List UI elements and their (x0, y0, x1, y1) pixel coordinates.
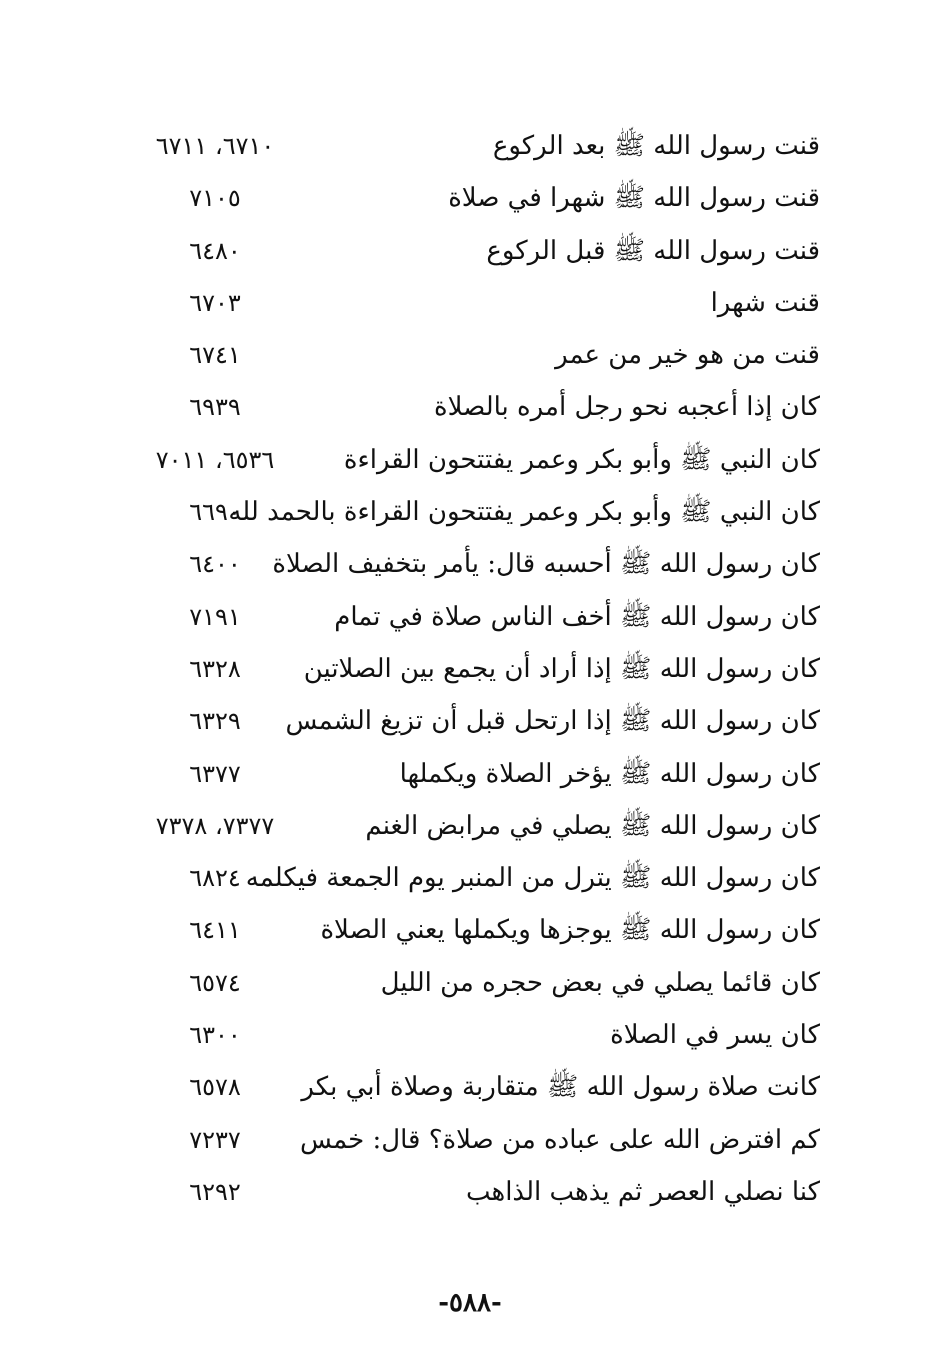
entry-text: قنت من هو خير من عمر (555, 340, 820, 371)
index-entry (0, 1063, 940, 1115)
entry-reference-numbers: ٦٥٣٦، ٧٠١١ (155, 445, 275, 474)
entry-text: كنا نصلي العصر ثم يذهب الذاهب (465, 1176, 820, 1207)
index-entry (0, 854, 940, 906)
entry-text: قنت رسول الله ﷺ شهرا في صلاة (448, 183, 820, 214)
index-entry (0, 697, 940, 749)
index-entry (0, 802, 940, 854)
index-entry (0, 593, 940, 645)
index-entry (0, 540, 940, 592)
entry-text: قنت شهرا (710, 287, 820, 318)
index-entry (0, 645, 940, 697)
entry-text: كان رسول الله ﷺ إذا ارتحل قبل أن تزيغ الشمس (285, 706, 820, 737)
entry-reference-numbers: ٦٤١١ (189, 916, 241, 945)
entry-text: كانت صلاة رسول الله ﷺ متقاربة وصلاة أبي بكر (301, 1072, 820, 1103)
entry-reference-numbers: ٧١٠٥ (189, 184, 241, 213)
index-entry (0, 906, 940, 958)
entry-text: كان رسول الله ﷺ يصلي في مرابض الغنم (365, 810, 820, 841)
entry-text: كان النبي ﷺ وأبو بكر وعمر يفتتحون القراءة (343, 444, 820, 475)
entry-reference-numbers: ٦٥٧٤ (189, 968, 241, 997)
entry-reference-numbers: ٦٣٠٠ (189, 1021, 241, 1050)
entry-text: كان رسول الله ﷺ يؤخر الصلاة ويكملها (399, 758, 820, 789)
entry-text: كان رسول الله ﷺ أخف الناس صلاة في تمام (334, 601, 820, 632)
entry-reference-numbers: ٦٥٧٨ (189, 1073, 241, 1102)
index-entry (0, 1168, 940, 1220)
entry-text: كان رسول الله ﷺ إذا أراد أن يجمع بين الصلاتين (303, 653, 820, 684)
index-entry (0, 1116, 940, 1168)
entry-reference-numbers: ٦٣٧٧ (189, 759, 241, 788)
entry-text: كان النبي ﷺ وأبو بكر وعمر يفتتحون القراءة بالحمد لله (228, 497, 820, 528)
index-entry (0, 227, 940, 279)
entry-reference-numbers: ٦٢٩٢ (189, 1177, 241, 1206)
hadith-index-list (0, 122, 940, 1220)
entry-text: قنت رسول الله ﷺ بعد الركوع (492, 131, 820, 161)
index-entry (0, 959, 940, 1011)
entry-reference-numbers: ٦٧٤١ (189, 341, 241, 370)
entry-reference-numbers: ٦٤٨٠ (189, 236, 241, 265)
index-entry (0, 174, 940, 226)
index-entry (0, 750, 940, 802)
entry-reference-numbers: ٦٨٢٤ (189, 864, 241, 893)
index-entry (0, 122, 940, 174)
entry-text: كان رسول الله ﷺ أحسبه قال: يأمر بتخفيف الصلاة (272, 549, 820, 580)
index-entry (0, 488, 940, 540)
entry-text: كان رسول الله ﷺ يترل من المنبر يوم الجمعة فيكلمه (245, 863, 820, 894)
entry-reference-numbers: ٦٣٢٩ (189, 707, 241, 736)
index-entry (0, 279, 940, 331)
entry-reference-numbers: ٦٤٠٠ (189, 550, 241, 579)
entry-reference-numbers: ٦٣٢٨ (189, 654, 241, 683)
index-entry (0, 383, 940, 435)
entry-text: كان إذا أعجبه نحو رجل أمره بالصلاة (434, 392, 820, 423)
entry-reference-numbers: ٦٧٠٣ (189, 288, 241, 317)
page-number: -٥٨٨- (438, 1288, 502, 1318)
entry-reference-numbers: ٦٦٩٠ (189, 498, 241, 527)
entry-reference-numbers: ٦٧١٠، ٦٧١١ (155, 132, 275, 160)
entry-reference-numbers: ٧٢٣٧ (189, 1125, 241, 1154)
index-entry (0, 1011, 940, 1063)
index-entry (0, 331, 940, 383)
entry-text: كم افترض الله على عباده من صلاة؟ قال: خمس (299, 1124, 820, 1155)
entry-reference-numbers: ٧١٩١ (189, 602, 241, 631)
entry-reference-numbers: ٧٣٧٧، ٧٣٧٨ (155, 811, 275, 840)
entry-text: كان يسر في الصلاة (610, 1020, 820, 1051)
entry-text: كان قائما يصلي في بعض حجره من الليل (380, 967, 820, 998)
index-entry (0, 436, 940, 488)
entry-text: قنت رسول الله ﷺ قبل الركوع (486, 235, 820, 266)
entry-reference-numbers: ٦٩٣٩ (189, 393, 241, 422)
entry-text: كان رسول الله ﷺ يوجزها ويكملها يعني الصلاة (320, 915, 820, 946)
